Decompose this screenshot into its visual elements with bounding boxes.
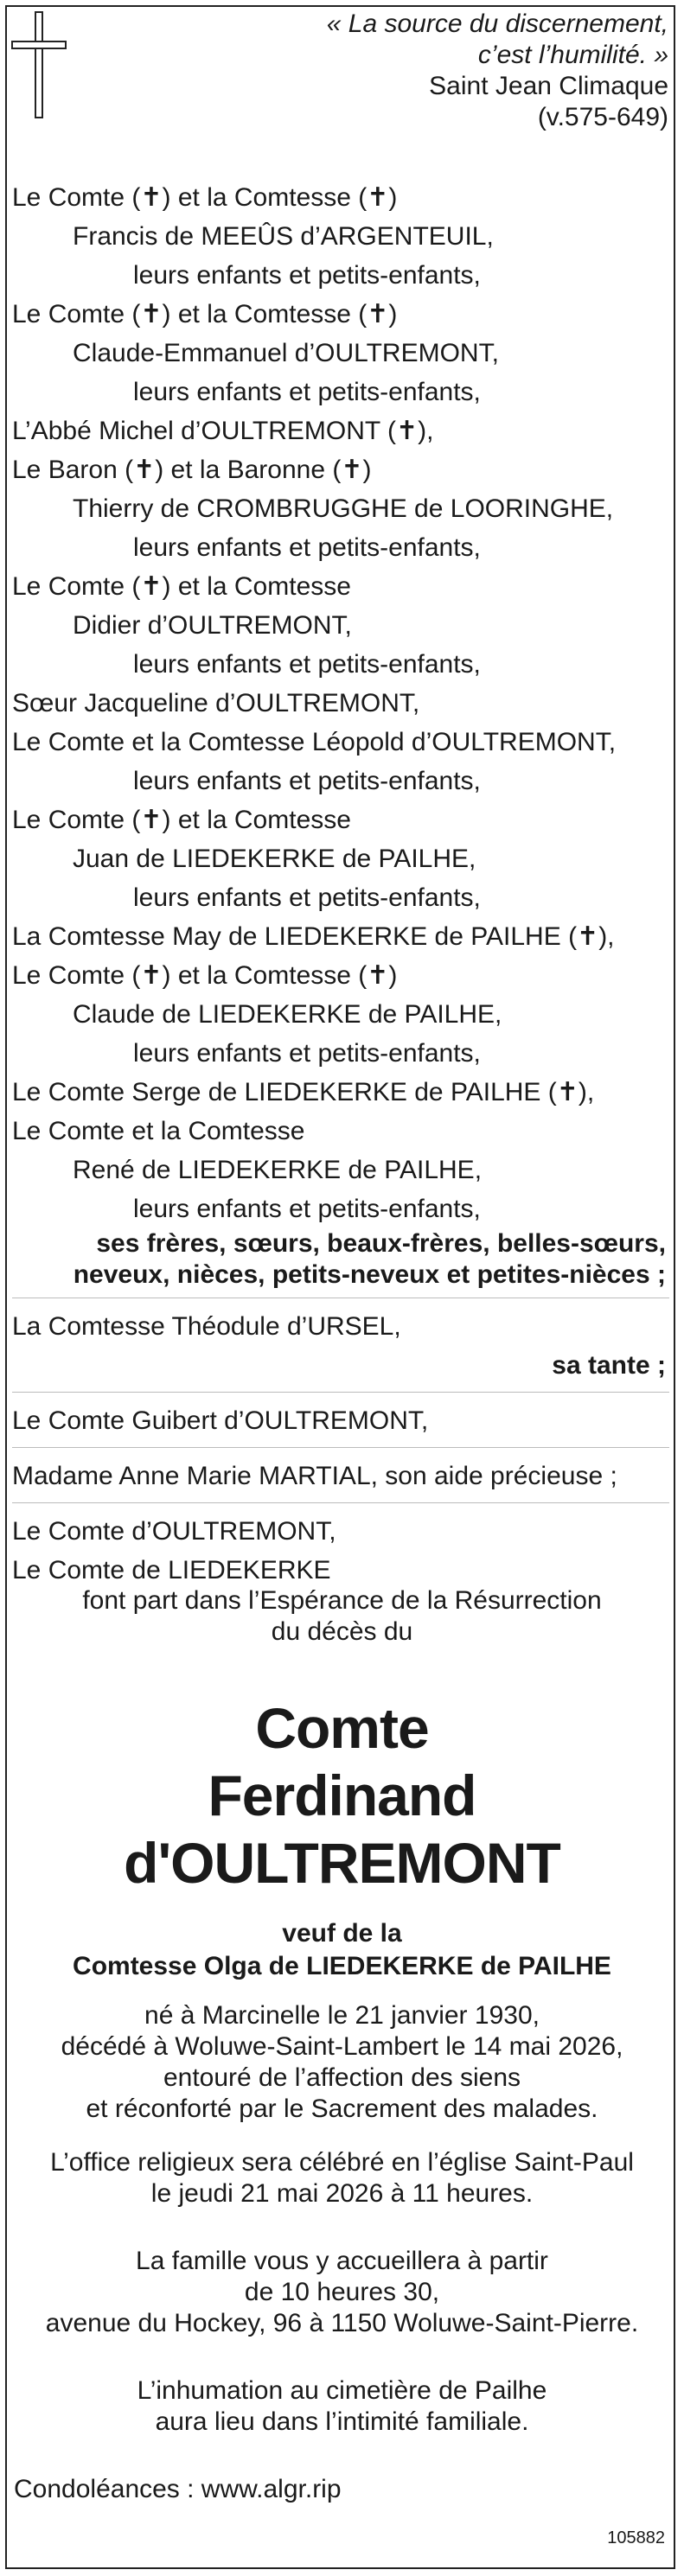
family-line: Le Comte et la Comtesse Léopold d’OULTREMONT,	[12, 728, 617, 756]
family-line: Claude de LIEDEKERKE de PAILHE,	[73, 1000, 502, 1029]
family-line: Le Comte et la Comtesse	[12, 1117, 305, 1145]
announce-line-1: font part dans l’Espérance de la Résurrection	[82, 1586, 602, 1615]
comforted-line: et réconforté par le Sacrement des malades.	[86, 2095, 598, 2123]
epigraph-quote	[219, 9, 668, 133]
family-line: Le Comte (✝) et la Comtesse (✝)	[12, 961, 398, 990]
burial-line-1: L’inhumation au cimetière de Pailhe	[137, 2376, 547, 2405]
family-line: leurs enfants et petits-enfants,	[133, 883, 481, 912]
widow-line-2: Comtesse Olga de LIEDEKERKE de PAILHE	[73, 1952, 611, 1980]
family-line: leurs enfants et petits-enfants,	[133, 261, 481, 290]
religious-office	[5, 2147, 679, 2209]
family-line: Juan de LIEDEKERKE de PAILHE,	[73, 845, 476, 873]
family-line: René de LIEDEKERKE de PAILHE,	[73, 1156, 483, 1184]
widow-line-1: veuf de la	[282, 1919, 402, 1948]
family-line: Sœur Jacqueline d’OULTREMONT,	[12, 689, 420, 717]
life-details	[5, 2000, 679, 2125]
siblings-line-1: ses frères, sœurs, beaux-frères, belles-sœurs,	[96, 1229, 666, 1258]
office-line-2: le jeudi 21 mai 2026 à 11 heures.	[150, 2179, 534, 2208]
family-line: leurs enfants et petits-enfants,	[133, 767, 481, 795]
welcome-address: avenue du Hockey, 96 à 1150 Woluwe-Saint-Pierre.	[45, 2309, 639, 2337]
divider	[12, 1392, 669, 1393]
family-line: leurs enfants et petits-enfants,	[133, 533, 481, 562]
family-line: Le Comte (✝) et la Comtesse	[12, 572, 351, 601]
welcome-line-2: de 10 heures 30,	[244, 2278, 440, 2306]
family-line: Le Comte (✝) et la Comtesse (✝)	[12, 183, 398, 212]
family-lines	[12, 178, 669, 1228]
deceased-name	[5, 1694, 679, 1897]
family-line: Le Comte Serge de LIEDEKERKE de PAILHE (✝),	[12, 1078, 595, 1106]
quote-line-1: « La source du discernement,	[326, 10, 668, 38]
announce-line-2: du décès du	[271, 1617, 413, 1646]
family-line: Le Comte (✝) et la Comtesse (✝)	[12, 300, 398, 328]
office-line-1: L’office religieux sera célébré en l’église Saint-Paul	[50, 2148, 634, 2177]
family-line: L’Abbé Michel d’OULTREMONT (✝),	[12, 417, 434, 445]
burial-info	[5, 2375, 679, 2438]
quote-line-2: c’est l’humilité. »	[477, 41, 668, 69]
announcement	[5, 1585, 679, 1648]
guibert-line: Le Comte Guibert d’OULTREMONT,	[12, 1406, 429, 1435]
welcome-line-1: La famille vous y accueillera à partir	[136, 2247, 548, 2275]
aunt-role: sa tante ;	[552, 1351, 666, 1380]
condolences-link[interactable]: Condoléances : www.algr.rip	[14, 2475, 342, 2503]
quote-author: Saint Jean Climaque	[429, 72, 668, 100]
family-line: leurs enfants et petits-enfants,	[133, 1195, 481, 1223]
quote-dates: (v.575-649)	[537, 103, 668, 131]
family-line: Didier d’OULTREMONT,	[73, 611, 352, 640]
aunt-name: La Comtesse Théodule d’URSEL,	[12, 1312, 401, 1341]
family-line: La Comtesse May de LIEDEKERKE de PAILHE (✝),	[12, 922, 615, 951]
siblings-line-2: neveux, nièces, petits-neveux et petites-nièces ;	[73, 1260, 666, 1289]
family-line: Francis de MEEÛS d’ARGENTEUIL,	[73, 222, 494, 251]
comte-oultremont-line: Le Comte d’OULTREMONT,	[12, 1517, 336, 1546]
family-line: Claude-Emmanuel d’OULTREMONT,	[73, 339, 499, 367]
death-line: décédé à Woluwe-Saint-Lambert le 14 mai 2026,	[61, 2032, 623, 2061]
latin-cross-icon	[9, 9, 69, 121]
family-line: leurs enfants et petits-enfants,	[133, 1039, 481, 1068]
family-line: Le Baron (✝) et la Baronne (✝)	[12, 456, 372, 484]
family-line: leurs enfants et petits-enfants,	[133, 650, 481, 679]
divider	[12, 1447, 669, 1448]
family-welcome	[5, 2246, 679, 2339]
birth-line: né à Marcinelle le 21 janvier 1930,	[144, 2001, 540, 2030]
widow-of	[5, 1917, 679, 1983]
divider	[12, 1502, 669, 1503]
deceased-title: Comte	[255, 1696, 429, 1760]
comte-liedekerke-line: Le Comte de LIEDEKERKE	[12, 1556, 331, 1584]
family-list	[12, 178, 669, 1590]
family-line: Thierry de CROMBRUGGHE de LOORINGHE,	[73, 494, 614, 523]
deceased-surname: d'OULTREMONT	[124, 1831, 560, 1895]
burial-line-2: aura lieu dans l’intimité familiale.	[155, 2407, 529, 2436]
family-line: leurs enfants et petits-enfants,	[133, 378, 481, 406]
family-line: Le Comte (✝) et la Comtesse	[12, 806, 351, 834]
reference-number: 105882	[607, 2528, 665, 2547]
martial-line: Madame Anne Marie MARTIAL, son aide précieuse ;	[12, 1462, 617, 1490]
surrounded-line: entouré de l’affection des siens	[163, 2063, 521, 2092]
deceased-first-name: Ferdinand	[208, 1763, 476, 1827]
